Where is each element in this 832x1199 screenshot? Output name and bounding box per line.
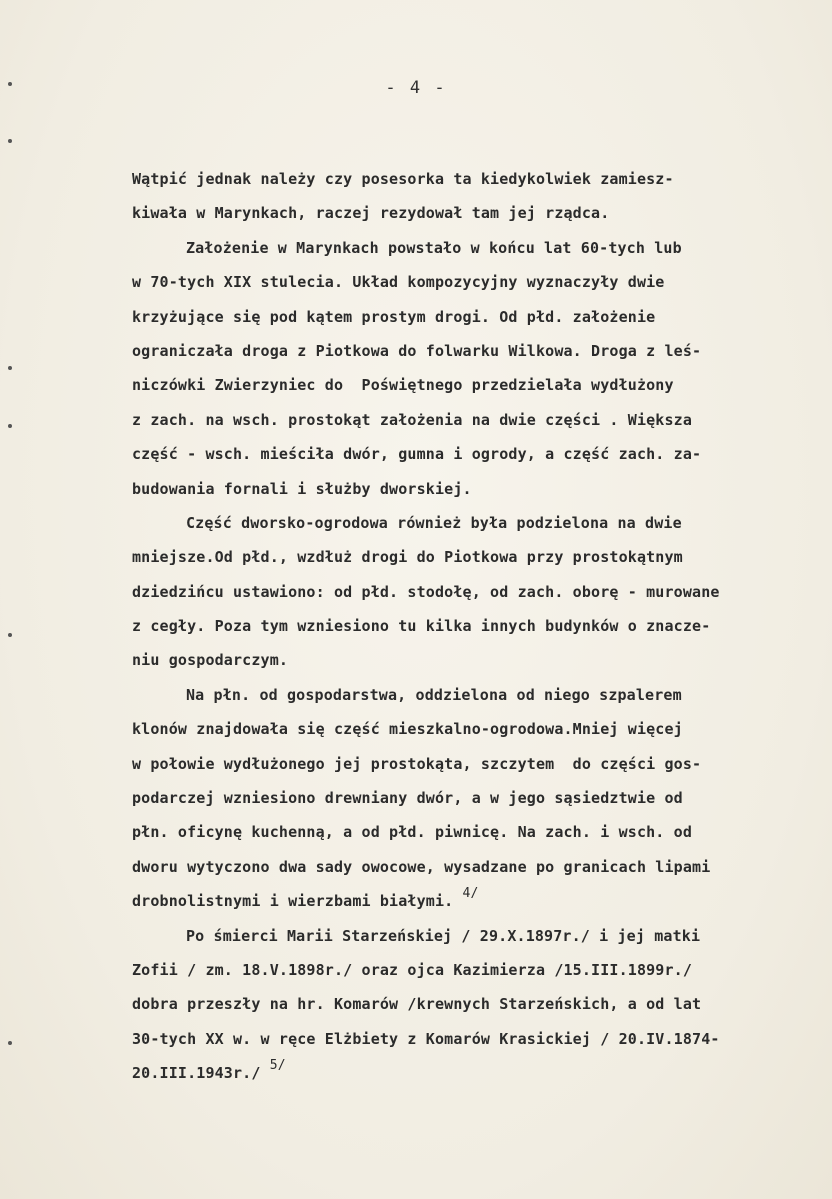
text-line <box>132 437 812 471</box>
text-line <box>132 300 812 334</box>
text-line <box>132 1056 812 1090</box>
text-line <box>132 884 812 918</box>
footnote-marker: 5/ <box>269 1058 286 1074</box>
text-line-content: niu gospodarczym. <box>132 651 289 670</box>
text-line <box>132 781 812 815</box>
text-line-content: dobra przeszły na hr. Komarów /krewnych Starzeńskich, a od lat <box>132 995 702 1014</box>
text-line <box>132 472 812 506</box>
punch-hole-mark <box>8 139 12 143</box>
text-line-content: mniejsze.Od płd., wzdłuż drogi do Piotkowa przy prostokątnym <box>132 548 683 567</box>
text-line-content: 20.III.1943r./ <box>132 1064 261 1083</box>
text-line-content: Część dworsko-ogrodowa również była podzielona na dwie <box>186 513 682 532</box>
text-line-content: kiwała w Marynkach, raczej rezydował tam jej rządca. <box>132 204 610 223</box>
text-line-content: w połowie wydłużonego jej prostokąta, szczytem do części gos- <box>132 754 702 773</box>
text-line-content: podarczej wzniesiono drewniany dwór, a w jego sąsiedztwie od <box>132 789 683 808</box>
page-number: - 4 - <box>385 78 447 98</box>
text-line <box>132 643 812 677</box>
text-line-content: krzyżujące się pod kątem prostym drogi. Od płd. założenie <box>132 307 656 326</box>
text-line-content: część - wsch. mieściła dwór, gumna i ogrody, a część zach. za- <box>132 445 702 464</box>
text-line-content: ograniczała droga z Piotkowa do folwarku Wilkowa. Droga z leś- <box>132 341 702 360</box>
text-line-content: Po śmierci Marii Starzeńskiej / 29.X.1897r./ i jej matki <box>186 926 701 945</box>
text-line-content: 30-tych XX w. w ręce Elżbiety z Komarów Krasickiej / 20.IV.1874- <box>132 1029 720 1048</box>
text-line-content: Zofii / zm. 18.V.1898r./ oraz ojca Kazimierza /15.III.1899r./ <box>132 960 693 979</box>
text-line-content: dworu wytyczono dwa sady owocowe, wysadzane po granicach lipami <box>132 857 711 876</box>
text-line-content: drobnolistnymi i wierzbami białymi. <box>132 892 454 911</box>
text-line-content: dziedzińcu ustawiono: od płd. stodołę, od zach. oborę - murowane <box>132 582 720 601</box>
text-line <box>132 540 812 574</box>
text-line <box>132 919 812 953</box>
text-line-content: Na płn. od gospodarstwa, oddzielona od niego szpalerem <box>186 685 682 704</box>
text-line-content: klonów znajdowała się część mieszkalno-ogrodowa.Mniej więcej <box>132 720 683 739</box>
text-line <box>132 850 812 884</box>
text-line <box>132 231 812 265</box>
text-line-content: w 70-tych XIX stulecia. Układ kompozycyjny wyznaczyły dwie <box>132 273 665 292</box>
text-line <box>132 196 812 230</box>
text-line <box>132 609 812 643</box>
text-line <box>132 987 812 1021</box>
footnote-marker: 4/ <box>462 886 479 902</box>
body-text <box>132 162 812 1091</box>
text-line <box>132 1022 812 1056</box>
text-line <box>132 678 812 712</box>
text-line <box>132 403 812 437</box>
text-line <box>132 265 812 299</box>
text-line-content: płn. oficynę kuchenną, a od płd. piwnicę. Na zach. i wsch. od <box>132 823 693 842</box>
text-line-content: Wątpić jednak należy czy posesorka ta kiedykolwiek zamiesz- <box>132 170 674 188</box>
text-line-content: niczówki Zwierzyniec do Poświętnego przedzielała wydłużony <box>132 376 674 395</box>
text-line-content: budowania fornali i służby dworskiej. <box>132 479 472 498</box>
punch-hole-mark <box>8 424 12 428</box>
text-line <box>132 747 812 781</box>
punch-hole-mark <box>8 366 12 370</box>
text-line <box>132 368 812 402</box>
text-line <box>132 506 812 540</box>
text-line-content: z cegły. Poza tym wzniesiono tu kilka innych budynków o znacze- <box>132 617 711 636</box>
text-line <box>132 334 812 368</box>
text-line <box>132 953 812 987</box>
text-line-content: Założenie w Marynkach powstało w końcu lat 60-tych lub <box>186 238 682 257</box>
punch-hole-mark <box>8 633 12 637</box>
text-line-content: z zach. na wsch. prostokąt założenia na dwie części . Większa <box>132 410 693 429</box>
punch-hole-mark <box>8 1041 12 1045</box>
text-line <box>132 162 812 196</box>
text-line <box>132 815 812 849</box>
text-line <box>132 712 812 746</box>
text-line <box>132 575 812 609</box>
